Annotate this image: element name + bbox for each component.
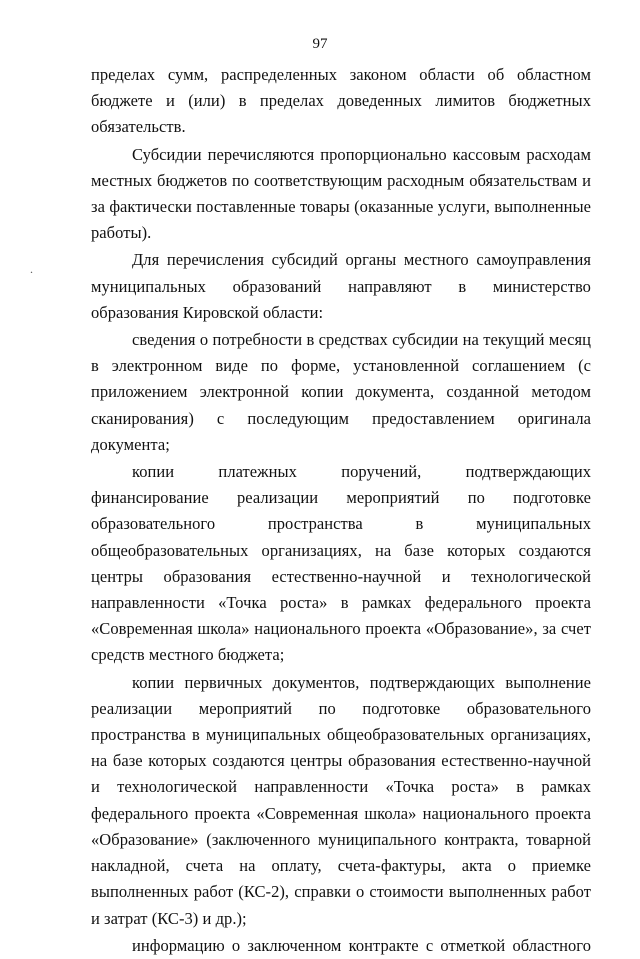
paragraph-contract-info: информацию о заключенном контракте с отметкой областного xyxy=(132,935,591,955)
page-number: 97 xyxy=(312,36,328,52)
paragraph-submission-intro: Для перечисления субсидий органы местного самоуправления муниципальных образований направляют в министерство образования Кировской области: xyxy=(91,250,591,322)
paragraph-primary-documents: копии первичных документов, подтверждающих выполнение реализации мероприятий по подготовке образовательного пространства в муниципальных общеобразовательных организациях, на базе которых создаются центры образования естественно-научной и технологической направленности «Точка роста» в рамках федерального проекта «Современная школа» национального проекта «Образование» (заключенного муниципального контракта, товарной накладной, счета на оплату, счета-фактуры, акта о приемке выполненных работ (КС-2), справки о стоимости выполненных работ и затрат (КС-3) и др.); xyxy=(91,672,591,928)
paragraph-demand-info: сведения о потребности в средствах субсидии на текущий месяц в электронном виде по форме, установленной соглашением (с приложением электронной копии документа, созданной методом сканирования) с последующим предоставлением оригинала документа; xyxy=(91,330,591,454)
paragraph-payment-orders: копии платежных поручений, подтверждающих финансирование реализации мероприятий по подготовке образовательного пространства в муниципальных общеобразовательных организациях, на базе которых создаются центры образования естественно-научной и технологической направленности «Точка роста» в рамках федерального проекта «Современная школа» национального проекта «Образование», за счет средств местного бюджета; xyxy=(91,462,591,665)
document-body xyxy=(91,62,591,959)
paragraph-continuation: пределах сумм, распределенных законом области об областном бюджете и (или) в пределах доведенных лимитов бюджетных обязательств. xyxy=(91,65,591,137)
paragraph-subsidy-transfer: Субсидии перечисляются пропорционально кассовым расходам местных бюджетов по соответствующим расходным обязательствам и за фактически поставленные товары (оказанные услуги, выполненные работы). xyxy=(91,144,591,243)
margin-mark: . xyxy=(30,262,33,276)
